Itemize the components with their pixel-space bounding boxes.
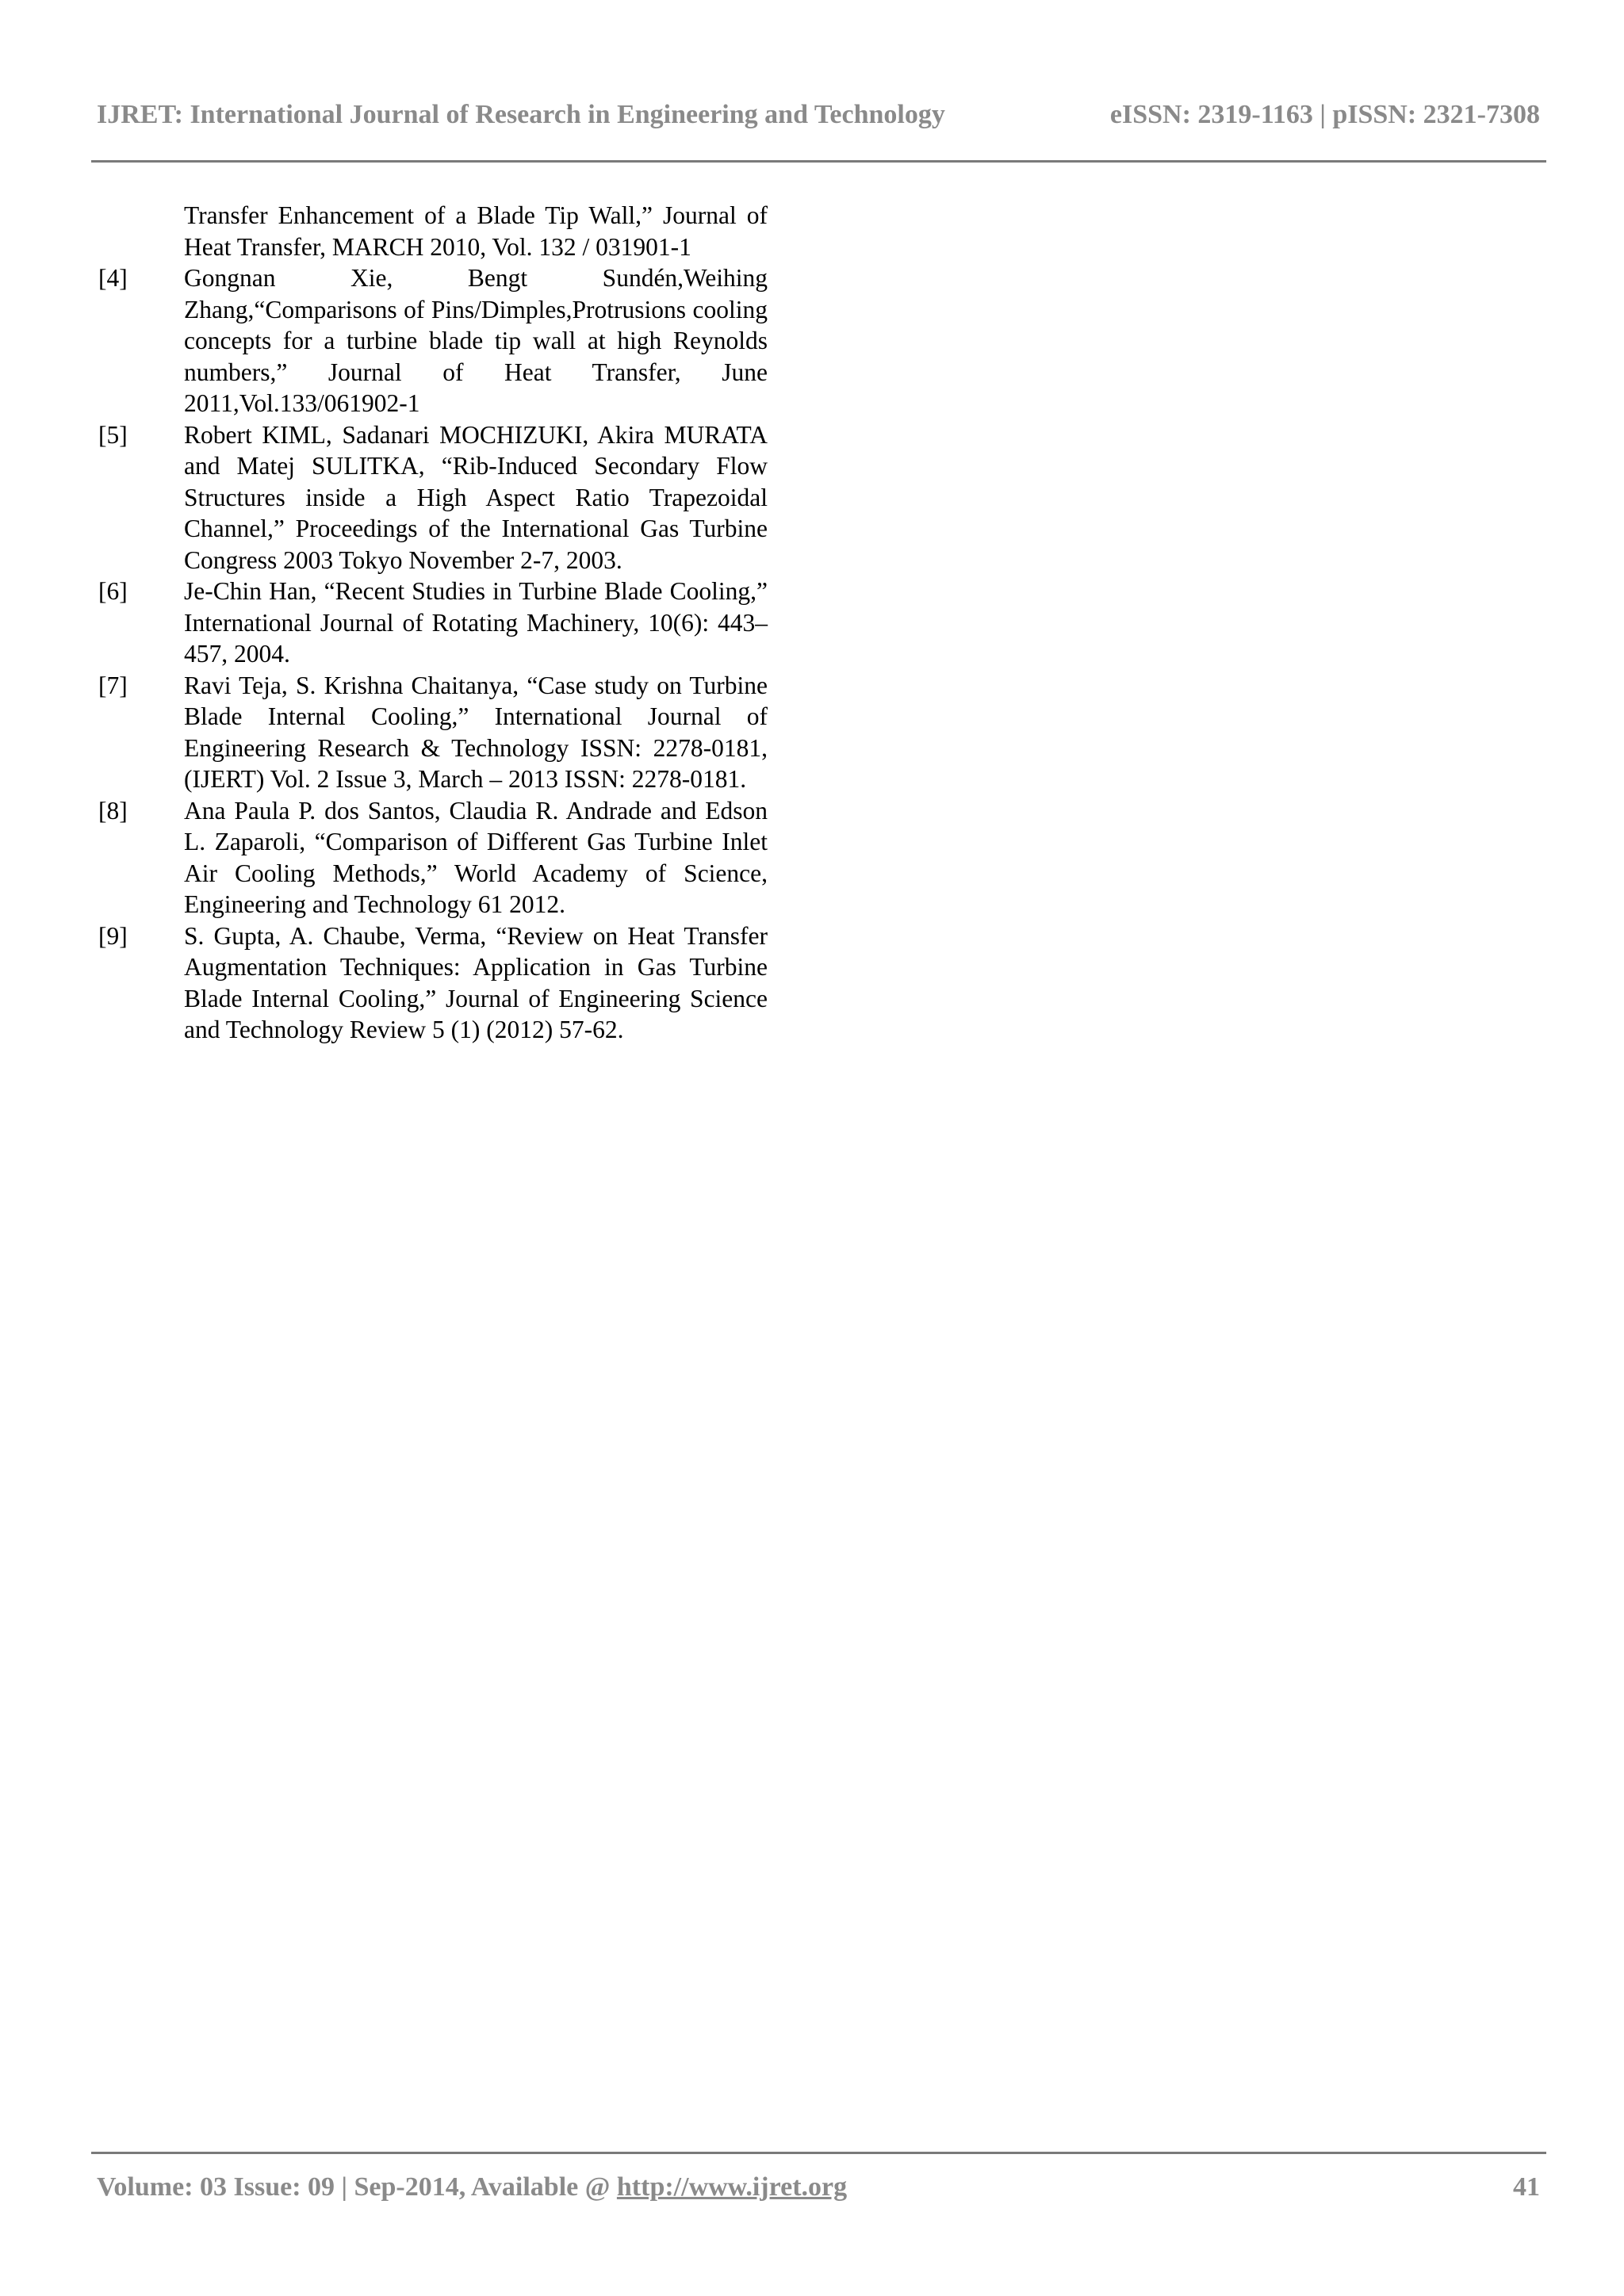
- issn-info: eISSN: 2319-1163 | pISSN: 2321-7308: [1109, 100, 1540, 129]
- page-number: 41: [1513, 2172, 1540, 2202]
- reference-text: Gongnan Xie, Bengt Sundén,Weihing Zhang,“Comparisons of Pins/Dimples,Protrusions cooling concepts for a turbine blade tip wall at high Reynolds numbers,” Journal of Heat Transfer, June 2011,Vol.133/061902-1: [184, 264, 768, 417]
- page-header: [97, 94, 1540, 133]
- reference-text: Robert KIML, Sadanari MOCHIZUKI, Akira MURATA and Matej SULITKA, “Rib-Induced Secondary Flow Structures inside a High Aspect Ratio Trapezoidal Channel,” Proceedings of the International Gas Turbine Congress 2003 Tokyo November 2-7, 2003.: [184, 420, 768, 574]
- reference-text: Transfer Enhancement of a Blade Tip Wall,” Journal of Heat Transfer, MARCH 2010, Vol. 132 / 031901-1: [184, 201, 768, 261]
- reference-text: S. Gupta, A. Chaube, Verma, “Review on Heat Transfer Augmentation Techniques: Application in Gas Turbine Blade Internal Cooling,” Journal of Engineering Science and Technology Review 5 (1) (2012) 57-62.: [184, 921, 768, 1043]
- reference-item: [98, 670, 768, 795]
- reference-item: [98, 795, 768, 920]
- reference-list: [98, 200, 768, 1046]
- reference-number: [8]: [98, 796, 128, 825]
- reference-text: Ravi Teja, S. Krishna Chaitanya, “Case study on Turbine Blade Internal Cooling,” International Journal of Engineering Research & Technology ISSN: 2278-0181, (IJERT) Vol. 2 Issue 3, March – 2013 ISSN: 2278-0181.: [184, 671, 768, 793]
- footer-divider: [91, 2152, 1546, 2154]
- reference-item: [98, 576, 768, 670]
- footer-info: [97, 2172, 847, 2202]
- reference-number: [6]: [98, 577, 128, 605]
- reference-number: [4]: [98, 264, 128, 292]
- page-footer: [97, 2172, 1540, 2212]
- reference-item: [98, 920, 768, 1046]
- reference-item: [98, 419, 768, 576]
- reference-text: Je-Chin Han, “Recent Studies in Turbine Blade Cooling,” International Journal of Rotating Machinery, 10(6): 443–457, 2004.: [184, 577, 768, 668]
- volume-info: Volume: 03 Issue: 09 | Sep-2014, Available @: [97, 2172, 617, 2202]
- reference-text: Ana Paula P. dos Santos, Claudia R. Andrade and Edson L. Zaparoli, “Comparison of Different Gas Turbine Inlet Air Cooling Methods,” World Academy of Science, Engineering and Technology 61 2012.: [184, 796, 768, 918]
- reference-number: [7]: [98, 671, 128, 699]
- journal-link[interactable]: http://www.ijret.org: [616, 2172, 848, 2202]
- reference-item: [98, 200, 768, 262]
- journal-title: IJRET: International Journal of Research in Engineering and Technology: [97, 100, 945, 129]
- reference-item: [98, 262, 768, 419]
- header-divider: [91, 160, 1546, 163]
- reference-number: [9]: [98, 921, 128, 950]
- reference-number: [5]: [98, 420, 128, 449]
